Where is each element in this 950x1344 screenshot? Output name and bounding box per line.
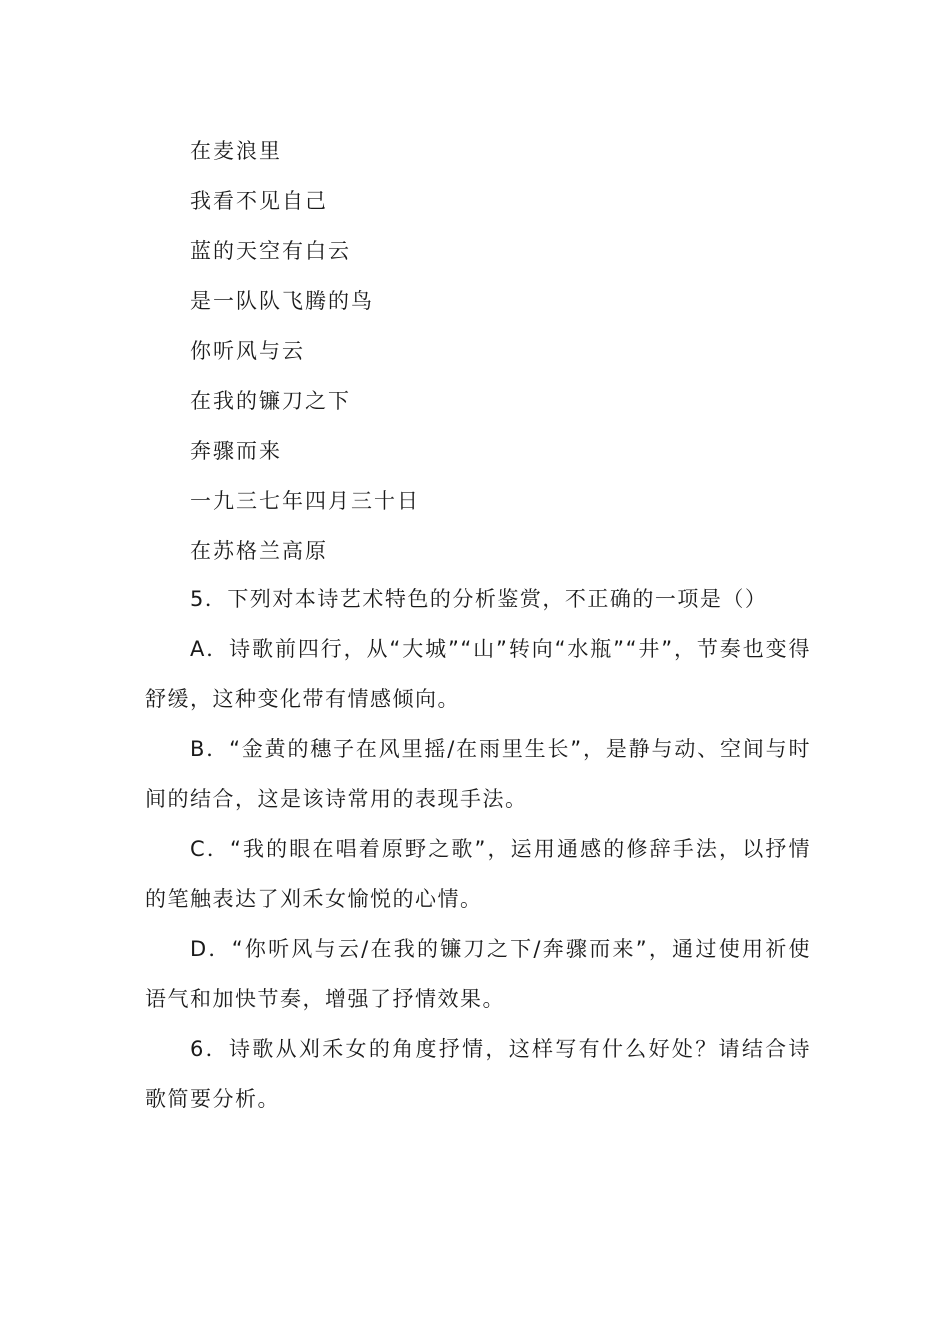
poem-line: 在我的镰刀之下 — [190, 389, 351, 413]
question-5-option-a: A．诗歌前四行，从“大城”“山”转向“水瓶”“井”，节奏也变得舒缓，这种变化带有情感倾向。 — [145, 637, 811, 711]
question-5-option-c: C．“我的眼在唱着原野之歌”，运用通感的修辞手法，以抒情的笔触表达了刈禾女愉悦的心情。 — [145, 837, 811, 911]
question-5-stem: 5．下列对本诗艺术特色的分析鉴赏，不正确的一项是（） — [190, 587, 768, 611]
question-5-option-b: B．“金黄的穗子在风里摇/在雨里生长”，是静与动、空间与时间的结合，这是该诗常用的表现手法。 — [145, 737, 811, 811]
poem-excerpt — [190, 126, 790, 576]
poem-line: 我看不见自己 — [190, 189, 328, 213]
poem-line: 是一队队飞腾的鸟 — [190, 289, 374, 313]
question-6-stem: 6．诗歌从刈禾女的角度抒情，这样写有什么好处？请结合诗歌简要分析。 — [145, 1037, 811, 1111]
question-5-option-d: D．“你听风与云/在我的镰刀之下/奔骤而来”，通过使用祈使语气和加快节奏，增强了抒情效果。 — [145, 937, 811, 1011]
questions-section — [145, 574, 811, 1124]
poem-line: 在麦浪里 — [190, 139, 282, 163]
poem-date: 一九三七年四月三十日 — [190, 489, 420, 513]
poem-place: 在苏格兰高原 — [190, 539, 328, 563]
poem-line: 你听风与云 — [190, 339, 305, 363]
poem-line: 蓝的天空有白云 — [190, 239, 351, 263]
poem-line: 奔骤而来 — [190, 439, 282, 463]
